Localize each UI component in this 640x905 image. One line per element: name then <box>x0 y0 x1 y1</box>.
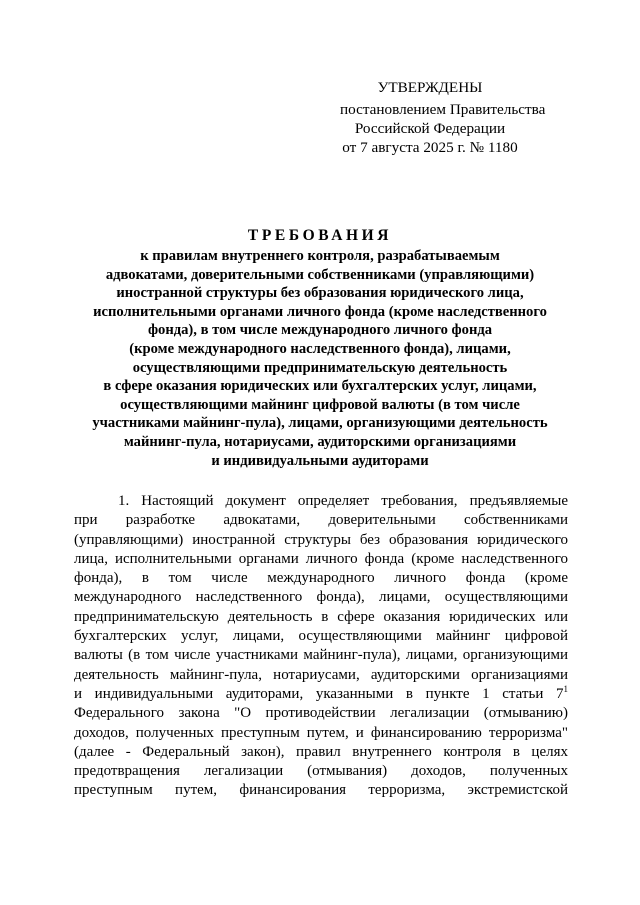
body-line: фонда), в том числе международного личного фонда (кроме <box>74 570 568 587</box>
body-line-text: и индивидуальными аудиторами, указанными в пункте 1 статьи 7 <box>74 685 564 702</box>
approval-line: от 7 августа 2025 г. № 1180 <box>342 139 518 156</box>
subtitle-line: исполнительными органами личного фонда (кроме наследственного <box>93 303 547 320</box>
body-line: доходов, полученных преступным путем, и финансированию терроризма" <box>74 724 568 741</box>
body-line: преступным путем, финансирования терроризма, экстремистской <box>74 782 568 799</box>
document-title: ТРЕБОВАНИЯ <box>247 227 393 244</box>
body-line: предпринимательскую деятельность в сфере оказания юридических или <box>74 608 568 625</box>
body-line: бухгалтерских услуг, лицами, осуществляющими майнинг цифровой <box>74 628 568 645</box>
body-line: предотвращения легализации (отмывания) доходов, полученных <box>74 763 568 780</box>
body-line: валюты (в том числе участниками майнинг-пула), лицами, организующими <box>74 647 568 664</box>
subtitle-line: в сфере оказания юридических или бухгалтерских услуг, лицами, <box>103 378 537 395</box>
subtitle-line: адвокатами, доверительными собственниками (управляющими) <box>105 266 535 283</box>
body-line: (далее - Федеральный закон), правил внутреннего контроля в целях <box>74 743 568 760</box>
body-line: деятельность майнинг-пула, нотариусами, аудиторскими организациями <box>74 666 568 683</box>
subtitle-line: и индивидуальными аудиторами <box>211 452 429 469</box>
approval-heading: УТВЕРЖДЕНЫ <box>377 79 483 96</box>
body-line: Федерального закона "О противодействии легализации (отмыванию) <box>74 705 568 722</box>
body-line-with-superscript <box>74 685 568 704</box>
body-line: 1. Настоящий документ определяет требования, предъявляемые <box>118 493 568 509</box>
subtitle-line: фонда), в том числе международного личного фонда <box>147 322 493 339</box>
subtitle-line: участниками майнинг-пула), лицами, организующими деятельность <box>92 415 548 432</box>
subtitle-line: иностранной структуры без образования юридического лица, <box>116 285 524 302</box>
document-subtitle <box>60 247 580 470</box>
approval-line: Российской Федерации <box>354 120 506 137</box>
body-line: международного наследственного фонда), лицами, осуществляющими <box>74 589 568 606</box>
subtitle-line: осуществляющими предпринимательскую деятельность <box>132 359 508 376</box>
subtitle-line: осуществляющими майнинг цифровой валюты (в том числе <box>120 396 520 413</box>
subtitle-line: (кроме международного наследственного фонда), лицами, <box>129 340 511 357</box>
subtitle-line: майнинг-пула, нотариусами, аудиторскими организациями <box>123 433 517 450</box>
article-superscript: 1 <box>563 683 568 694</box>
body-line: лица, исполнительными органами личного фонда (кроме наследственного <box>74 550 568 567</box>
subtitle-line: к правилам внутреннего контроля, разрабатываемым <box>140 248 500 264</box>
body-line: (управляющими) иностранной структуры без образования юридического <box>74 531 568 548</box>
approval-line: постановлением Правительства <box>340 101 546 118</box>
approval-block <box>340 78 546 157</box>
body-line: при разработке адвокатами, доверительными собственниками <box>74 512 568 529</box>
paragraph-1 <box>74 492 568 801</box>
